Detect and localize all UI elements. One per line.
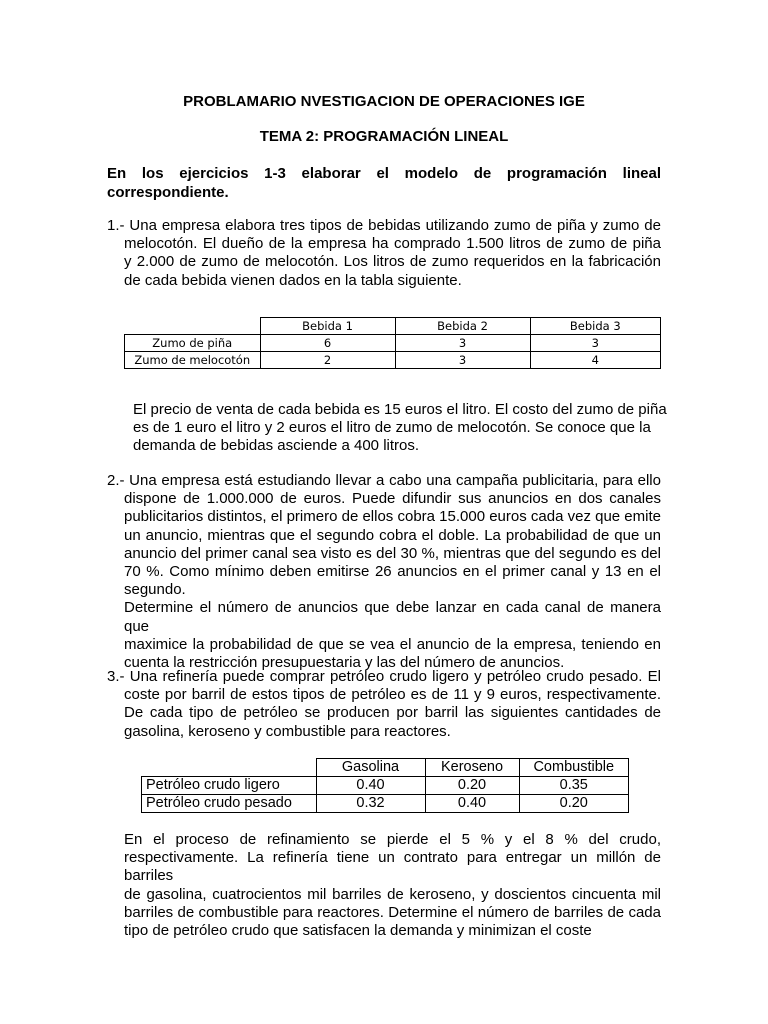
text-line: De cada tipo de petróleo se producen por barril las siguientes cantidades de: [124, 704, 661, 722]
table-cell: 3: [530, 335, 661, 352]
table-row: [125, 335, 661, 352]
text-line: 1.- Una empresa elabora tres tipos de bebidas utilizando zumo de piña y zumo de: [107, 217, 661, 234]
document-subtitle: TEMA 2: PROGRAMACIÓN LINEAL: [259, 128, 509, 145]
problem-3-details: [124, 831, 661, 940]
text-line: 2.- Una empresa está estudiando llevar a cabo una campaña publicitaria, para ello: [107, 472, 661, 489]
table-row-label: Petróleo crudo ligero: [142, 777, 317, 795]
table-cell: 2: [260, 352, 395, 369]
table-row-label: Zumo de melocotón: [125, 352, 261, 369]
table-header-row: [142, 759, 629, 777]
text-line: cuenta la restricción presupuestaria y las del número de anuncios.: [124, 654, 565, 672]
table-row-label: Petróleo crudo pesado: [142, 795, 317, 813]
text-line: dispone de 1.000.000 de euros. Puede difundir sus anuncios en dos canales: [124, 490, 661, 508]
text-line: es de 1 euro el litro y 2 euros el litro de zumo de melocotón. Se conoce que la: [133, 419, 651, 437]
text-line: anuncio del primer canal sea visto es del 30 %, mientras que del segundo es del: [124, 544, 661, 562]
text-line: coste por barril de estos tipos de petróleo es de 11 y 9 euros, respectivamente.: [124, 686, 661, 704]
text-line: gasolina, keroseno y combustible para reactores.: [124, 722, 451, 740]
problem-1-statement: [107, 217, 661, 290]
table-cell: 0.40: [425, 795, 519, 813]
text-line: un anuncio, mientras que el segundo cobra el doble. La probabilidad de que un: [124, 526, 661, 544]
problem-3-statement: [107, 668, 661, 741]
table-row: [125, 352, 661, 369]
problem-2-statement: [107, 472, 661, 672]
text-line: publicitarios distintos, el primero de ellos cobra 15.000 euros cada vez que emite: [124, 508, 661, 526]
text-line: de gasolina, cuatrocientos mil barriles de keroseno, y doscientos cincuenta mil: [124, 885, 661, 903]
table-cell: 4: [530, 352, 661, 369]
table-cell: 0.20: [519, 795, 629, 813]
intro-line: En los ejercicios 1-3 elaborar el modelo de programación lineal: [107, 165, 661, 182]
table-header-cell: Keroseno: [425, 759, 519, 777]
table-header-row: [125, 318, 661, 335]
text-line: Determine el número de anuncios que debe lanzar en cada canal de manera que: [124, 599, 661, 635]
intro-line: correspondiente.: [107, 184, 229, 201]
text-line: En el proceso de refinamiento se pierde el 5 % y el 8 % del crudo,: [124, 831, 661, 848]
table-cell: 0.35: [519, 777, 629, 795]
table-header-cell: Bebida 3: [530, 318, 661, 335]
table-cell: 3: [395, 335, 530, 352]
intro-paragraph: [107, 164, 661, 202]
text-line: El precio de venta de cada bebida es 15 euros el litro. El costo del zumo de piña: [133, 401, 667, 418]
table-header-cell: Bebida 2: [395, 318, 530, 335]
table-header-cell: Combustible: [519, 759, 629, 777]
table-cell: 3: [395, 352, 530, 369]
table-row-label: Zumo de piña: [125, 335, 261, 352]
table-header-cell: Gasolina: [316, 759, 425, 777]
text-line: y 2.000 de zumo de melocotón. Los litros de zumo requeridos en la fabricación: [124, 253, 661, 271]
juice-requirements-table: [124, 317, 661, 369]
table-row: [142, 795, 629, 813]
text-line: 3.- Una refinería puede comprar petróleo crudo ligero y petróleo crudo pesado. El: [107, 668, 661, 685]
table-cell: 0.32: [316, 795, 425, 813]
text-line: demanda de bebidas asciende a 400 litros.: [133, 437, 420, 455]
crude-yield-table: [141, 758, 629, 813]
table-header-cell: Bebida 1: [260, 318, 395, 335]
text-line: maximice la probabilidad de que se vea el anuncio de la empresa, teniendo en: [124, 635, 661, 653]
text-line: de cada bebida vienen dados en la tabla siguiente.: [124, 271, 462, 289]
text-line: tipo de petróleo crudo que satisfacen la demanda y minimizan el coste: [124, 922, 592, 940]
table-cell: 0.20: [425, 777, 519, 795]
table-cell: 6: [260, 335, 395, 352]
text-line: segundo.: [124, 581, 186, 599]
problem-1-details: [133, 401, 667, 456]
table-cell: 0.40: [316, 777, 425, 795]
text-line: barriles de combustible para reactores. Determine el número de barriles de cada: [124, 903, 661, 921]
document-title: PROBLAMARIO NVESTIGACION DE OPERACIONES IGE: [183, 93, 585, 110]
table-corner: [125, 318, 261, 335]
table-corner: [142, 759, 317, 777]
text-line: melocotón. El dueño de la empresa ha comprado 1.500 litros de zumo de piña: [124, 235, 661, 253]
table-row: [142, 777, 629, 795]
text-line: respectivamente. La refinería tiene un contrato para entregar un millón de barriles: [124, 849, 661, 885]
text-line: 70 %. Como mínimo deben emitirse 26 anuncios en el primer canal y 13 en el: [124, 563, 661, 581]
